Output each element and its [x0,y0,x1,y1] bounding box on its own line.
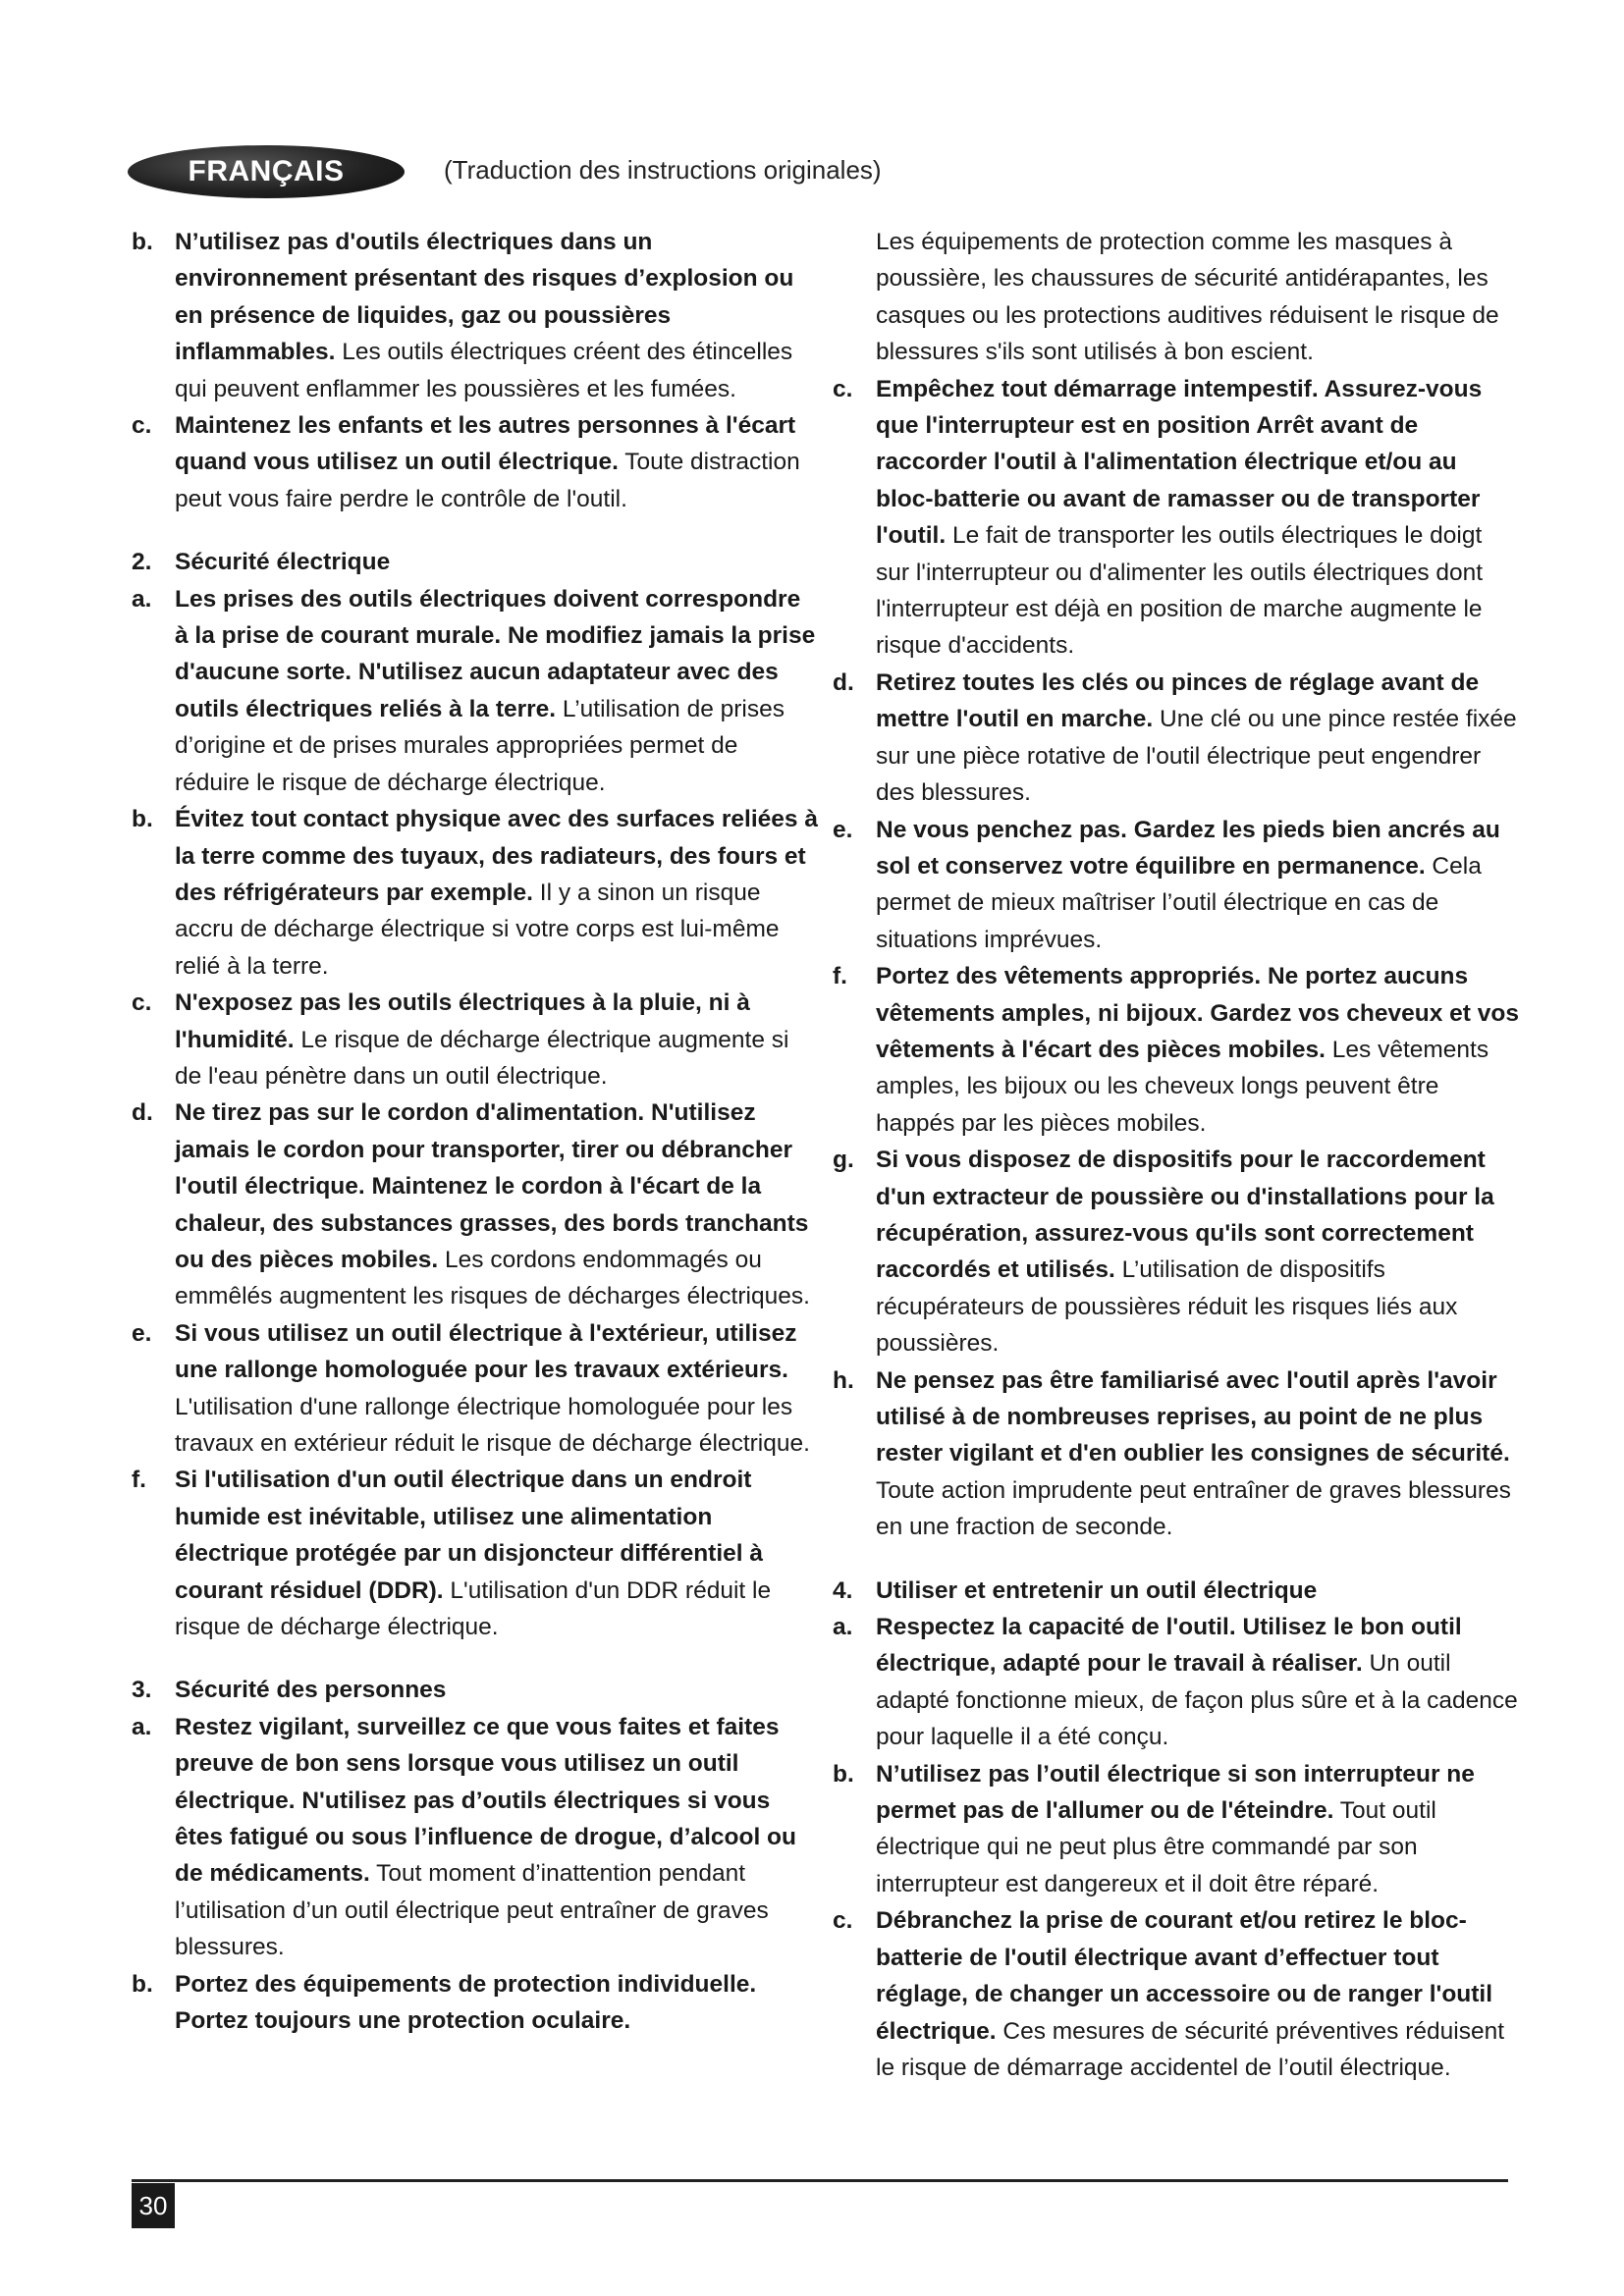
item-marker: a. [132,1713,152,1740]
item-heading: Ne vous penchez pas. Gardez les pieds bien ancrés au sol et conservez votre équilibre en permanence. [876,816,1500,880]
item-marker: b. [132,1970,153,1998]
continuation-paragraph [833,224,1520,371]
item-heading: Débranchez la prise de courant et/ou retirez le bloc-batterie de l'outil électrique avant d’effectuer tout réglage, de changer un accessoire ou de ranger l'outil électrique. [876,1907,1493,2045]
language-badge: FRANÇAIS [128,145,405,198]
item-marker: c. [132,412,152,440]
item-marker: c. [132,989,152,1017]
section-heading [132,1672,819,1708]
header-subtitle: (Traduction des instructions originales) [444,155,882,185]
section-title: Sécurité électrique [175,549,391,576]
item-text: Tout moment d’inattention pendant l’utilisation d’un outil électrique peut entraîner de graves blessures. [175,1860,769,1961]
item-heading: Restez vigilant, surveillez ce que vous faites et faites preuve de bon sens lorsque vous utilisez un outil électrique. N'utilisez pas d’outils électriques si vous êtes fatigué ou sous l’influence de drogue, d’alcool ou de médicaments. [175,1713,796,1888]
list-item [132,1966,819,2040]
item-marker: c. [833,375,853,402]
item-heading: Si vous disposez de dispositifs pour le raccordement d'un extracteur de poussière ou d'installations pour la récupération, assurez-vous qu'ils sont correctement raccordés et utilisés. [876,1147,1494,1284]
list-item [132,985,819,1095]
item-marker: a. [132,585,152,613]
list-item [132,1462,819,1645]
item-heading: Si vous utilisez un outil électrique à l'extérieur, utilisez une rallonge homologuée pour les travaux extérieurs. [175,1319,797,1384]
item-heading: Les prises des outils électriques doivent correspondre à la prise de courant murale. Ne modifiez jamais la prise d'aucune sorte. N'utilisez aucun adaptateur avec des outils électriques reliés à la terre. [175,585,816,722]
item-heading: N'exposez pas les outils électriques à la pluie, ni à l'humidité. [175,989,750,1053]
list-item [833,1362,1520,1546]
item-text: Une clé ou une pince restée fixée sur une pièce rotative de l'outil électrique peut engendrer des blessures. [876,706,1517,807]
item-text: Un outil adapté fonctionne mieux, de façon plus sûre et à la cadence pour laquelle il a été conçu. [876,1650,1518,1751]
left-column [132,224,819,2040]
item-text: Il y a sinon un risque accru de décharge électrique si votre corps est lui-même relié à la terre. [175,879,780,980]
item-heading: Évitez tout contact physique avec des surfaces reliées à la terre comme des tuyaux, des radiateurs, des fours et des réfrigérateurs par exemple. [175,806,818,906]
list-item [833,958,1520,1142]
list-item [833,1756,1520,1903]
item-text: Le risque de décharge électrique augmente si de l'eau pénètre dans un outil électrique. [175,1026,789,1090]
section-title: Sécurité des personnes [175,1677,447,1704]
page-header [128,145,1208,200]
list-item [833,1142,1520,1362]
item-marker: g. [833,1147,854,1174]
section-number: 2. [132,549,152,576]
list-item [132,407,819,517]
item-heading: Ne tirez pas sur le cordon d'alimentation. N'utilisez jamais le cordon pour transporter, tirer ou débrancher l'outil électrique. Maintenez le cordon à l'écart de la chaleur, des substances grasses, des bords tranchants ou des pièces mobiles. [175,1099,809,1273]
list-item [833,1902,1520,2086]
paragraph-text: Les équipements de protection comme les masques à poussière, les chaussures de sécurité antidérapantes, les casques ou les protections auditives réduisent le risque de blessures s'ils sont utilisés à bon escient. [876,229,1499,366]
item-text: Les outils électriques créent des étincelles qui peuvent enflammer les poussières et les fumées. [175,339,793,402]
list-item [132,1709,819,1966]
list-item [833,1609,1520,1756]
list-item [833,665,1520,812]
item-marker: b. [833,1760,854,1788]
item-heading: Empêchez tout démarrage intempestif. Assurez-vous que l'interrupteur est en position Arrêt avant de raccorder l'outil à l'alimentation électrique et/ou au bloc-batterie ou avant de ramasser ou de transporter l'outil. [876,375,1483,550]
item-text: Ces mesures de sécurité préventives réduisent le risque de démarrage accidentel de l’outil électrique. [876,2017,1505,2081]
item-text: L’utilisation de prises d’origine et de prises murales appropriées permet de réduire le risque de décharge électrique. [175,695,785,796]
item-heading: Respectez la capacité de l'outil. Utilisez le bon outil électrique, adapté pour le travail à réaliser. [876,1614,1462,1678]
item-heading: Portez des équipements de protection individuelle. Portez toujours une protection oculaire. [175,1970,757,2035]
item-marker: h. [833,1366,854,1394]
section-title: Utiliser et entretenir un outil électrique [876,1576,1318,1604]
item-marker: f. [833,963,847,990]
item-marker: a. [833,1614,853,1641]
section-number: 3. [132,1677,152,1704]
item-text: L’utilisation de dispositifs récupérateurs de poussières réduit les risques liés aux poussières. [876,1256,1458,1358]
item-text: Toute distraction peut vous faire perdre le contrôle de l'outil. [175,449,800,512]
item-heading: Si l'utilisation d'un outil électrique dans un endroit humide est inévitable, utilisez une alimentation électrique protégée par un disjoncteur différentiel à courant résiduel (DDR). [175,1467,764,1604]
item-text: L'utilisation d'une rallonge électrique homologuée pour les travaux en extérieur réduit le risque de décharge électrique. [175,1393,810,1457]
item-text: Les vêtements amples, les bijoux ou les cheveux longs peuvent être happés par les pièces mobiles. [876,1036,1489,1137]
item-heading: Portez des vêtements appropriés. Ne portez aucuns vêtements amples, ni bijoux. Gardez vos cheveux et vos vêtements à l'écart des pièces mobiles. [876,963,1519,1063]
item-marker: b. [132,806,153,833]
item-text: Tout outil électrique qui ne peut plus être commandé par son interrupteur est dangereux et il doit être réparé. [876,1797,1436,1897]
item-heading: Maintenez les enfants et les autres personnes à l'écart quand vous utilisez un outil électrique. [175,412,796,476]
item-marker: d. [833,668,854,696]
item-marker: f. [132,1467,146,1494]
item-text: Les cordons endommagés ou emmêlés augmentent les risques de décharges électriques. [175,1246,810,1310]
list-item [132,1095,819,1314]
item-text: L'utilisation d'un DDR réduit le risque de décharge électrique. [175,1576,772,1641]
section-heading [132,544,819,580]
item-heading: N’utilisez pas l’outil électrique si son interrupteur ne permet pas de l'allumer ou de l'éteindre. [876,1760,1475,1825]
item-text: Le fait de transporter les outils électriques le doigt sur l'interrupteur ou d'alimenter les outils électriques dont l'interrupteur est déjà en position de marche augmente le risque d'accidents. [876,522,1484,660]
item-marker: e. [833,816,853,843]
item-text: Cela permet de mieux maîtriser l’outil électrique en cas de situations imprévues. [876,852,1482,953]
item-heading: Ne pensez pas être familiarisé avec l'outil après l'avoir utilisé à de nombreuses reprises, au point de ne plus rester vigilant et d'en oublier les consignes de sécurité. [876,1366,1510,1468]
item-heading: N’utilisez pas d'outils électriques dans un environnement présentant des risques d’explosion ou en présence de liquides, gaz ou poussières inflammables. [175,229,794,366]
section-heading [833,1573,1520,1609]
section-number: 4. [833,1576,853,1604]
list-item [833,371,1520,665]
list-item [833,812,1520,959]
item-text: Toute action imprudente peut entraîner de graves blessures en une fraction de seconde. [876,1476,1511,1541]
page-number: 30 [132,2183,175,2228]
footer-rule [132,2179,1508,2182]
item-heading: Retirez toutes les clés ou pinces de réglage avant de mettre l'outil en marche. [876,668,1480,733]
list-item [132,581,819,801]
list-item [132,1315,819,1463]
list-item [132,801,819,985]
item-marker: b. [132,229,153,255]
item-marker: e. [132,1319,152,1347]
item-marker: c. [833,1907,853,1935]
right-column [833,224,1520,2086]
item-marker: d. [132,1099,153,1127]
list-item [132,224,819,407]
